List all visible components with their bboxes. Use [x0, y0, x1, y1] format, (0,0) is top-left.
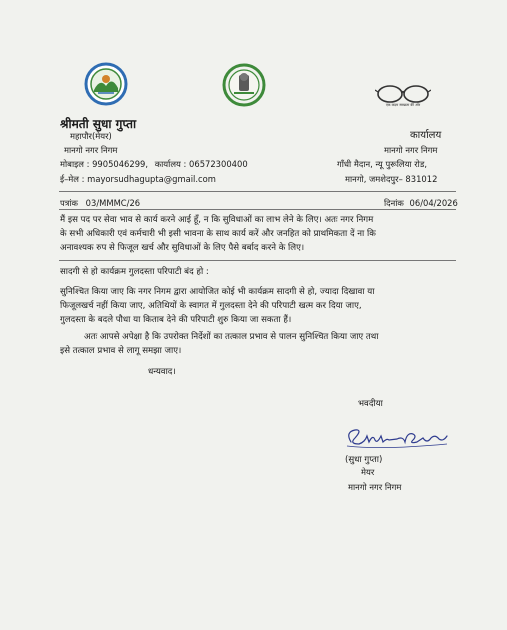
- section-heading: सादगी से हो कार्यक्रम गुलदस्ता परिपाटी बंद हो :: [60, 267, 209, 277]
- paragraph-3-line: अतः आपसे अपेक्षा है कि उपरोक्त निर्देशों का तत्काल प्रभाव से पालन सुनिश्चित किया जाए तथा: [84, 332, 379, 342]
- office-corporation: मानगो नगर निगम: [384, 145, 438, 155]
- paragraph-3-line: इसे तत्काल प्रभाव से लागू समझा जाए।: [60, 346, 182, 356]
- office-title: कार्यालय: [410, 130, 442, 141]
- email-address: mayorsudhagupta@gmail.com: [87, 174, 216, 184]
- mobile-label: मोबाइल :: [60, 159, 90, 169]
- swachh-bharat-glasses-logo: [375, 84, 431, 110]
- email-line: [60, 174, 216, 185]
- paragraph-2-line: सुनिश्चित किया जाए कि नगर निगम द्वारा आयोजित कोई भी कार्यक्रम सादगी से हो, ज्यादा दिखावा या: [60, 287, 375, 297]
- thanks-text: धन्यवाद।: [148, 367, 176, 377]
- reference-line: [60, 198, 140, 209]
- reference-divider: [59, 209, 456, 210]
- mango-corporation-logo: [84, 62, 128, 106]
- state-emblem: [222, 63, 266, 107]
- signatory-corporation: मानगो नगर निगम: [348, 482, 402, 492]
- mobile-number: 9905046299,: [92, 159, 149, 169]
- mayor-designation: महापौर(मेयर): [70, 131, 112, 141]
- paragraph-1-line: मैं इस पद पर सेवा भाव से कार्य करने आई हूँ, न कि सुविधाओं का लाभ लेने के लिए। अतः नगर निगम: [60, 215, 374, 225]
- paragraph-3: [60, 330, 379, 358]
- paragraph-2: [60, 285, 375, 327]
- signatory-designation: मेयर: [361, 467, 375, 477]
- header-divider: [59, 191, 456, 192]
- office-phone: 06572300400: [189, 159, 248, 169]
- handwritten-signature: [343, 420, 453, 452]
- paragraph-1-line: के सभी अधिकारी एवं कर्मचारी भी इसी भावना के साथ कार्य करें और जनहित को प्राथमिकता दें ना कि: [60, 229, 376, 239]
- paragraph-1-line: अनावश्यक रुप से फिजूल खर्च और सुविधाओं के लिए पैसे बर्बाद करने के लिए।: [60, 243, 305, 253]
- corporation-name: मानगो नगर निगम: [64, 145, 118, 155]
- office-address-line1: गाँधी मैदान, न्यू पुरूलिया रोड,: [337, 159, 427, 169]
- closing-text: भवदीया: [358, 399, 383, 409]
- paragraph-2-line: गुलदस्ता के बदले पौधा या किताब देने की परिपाटी शुरु किया जा सकता हैं।: [60, 315, 292, 325]
- email-label: ई–मेल :: [60, 174, 85, 184]
- date-label: दिनांक: [384, 198, 404, 208]
- paragraph-2-line: फिजूलखर्च नहीं किया जाए, अतिथियों के स्वागत में गुलदस्ता देने की परिपाटी खत्म कर दिया जाए,: [60, 301, 362, 311]
- date-value: 06/04/2026: [409, 198, 458, 208]
- office-address-line2: मानगो, जमशेदपुर– 831012: [345, 174, 438, 184]
- gandhi-caption: एक कदम स्वच्छता की ओर: [385, 103, 421, 107]
- reference-label: पत्रांक: [60, 198, 78, 208]
- office-label: कार्यालय :: [154, 159, 187, 169]
- signatory-name: (सुधा गुप्ता): [345, 455, 383, 465]
- paragraph-1: [60, 213, 376, 255]
- date-line: [384, 198, 458, 209]
- reference-number: 03/MMMC/26: [85, 198, 141, 208]
- mayor-name: श्रीमती सुधा गुप्ता: [60, 117, 137, 131]
- section-divider: [59, 260, 456, 261]
- contact-line: [60, 159, 248, 170]
